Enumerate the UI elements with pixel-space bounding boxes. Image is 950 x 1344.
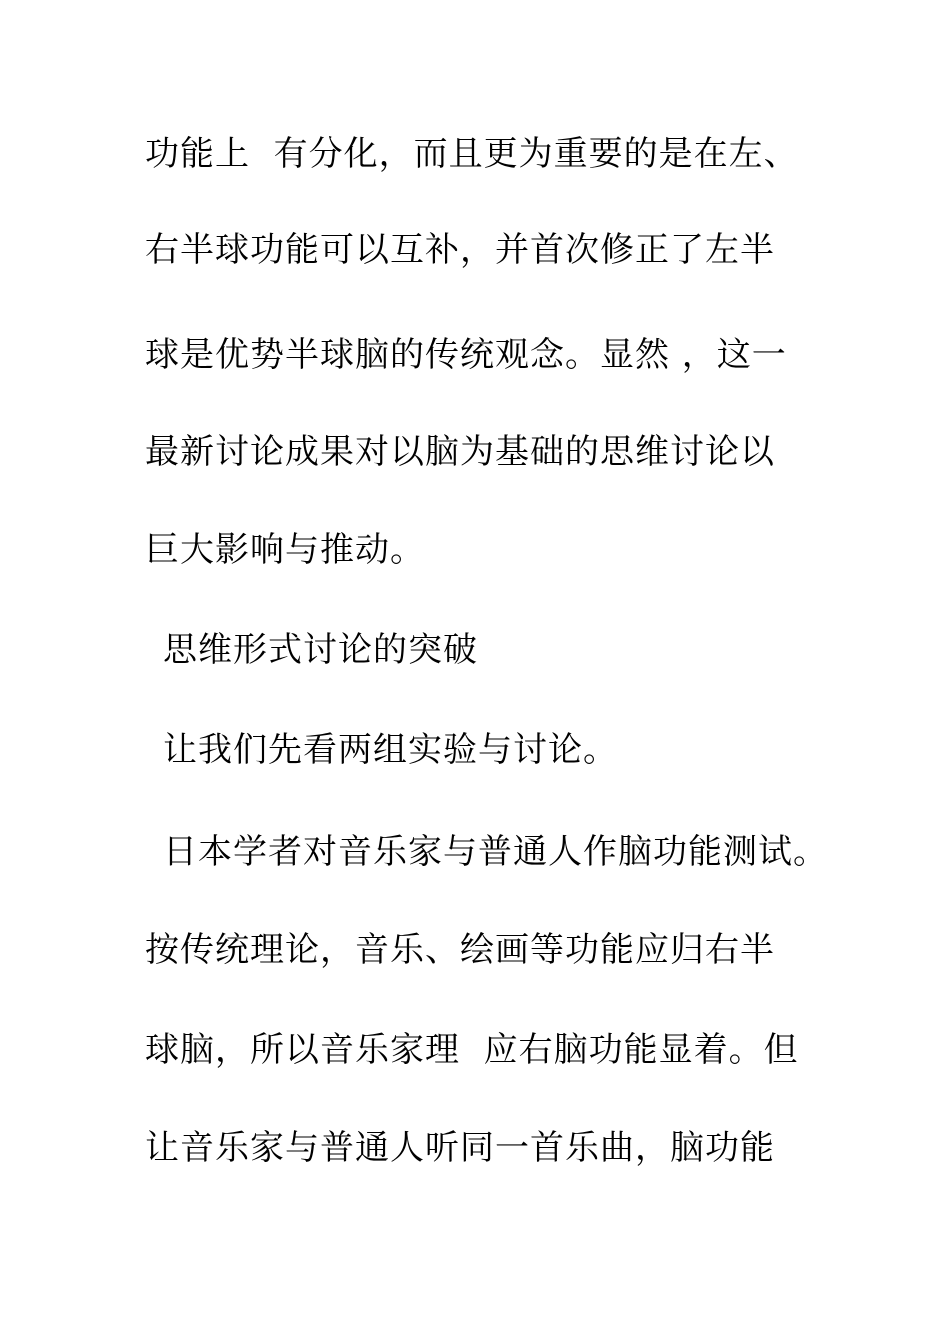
section-heading: 思维形式讨论的突破 [163, 630, 478, 670]
text-line-2: 右半球功能可以互补，并首次修正了左半 [145, 230, 775, 270]
text-line-9: 按传统理论，音乐、绘画等功能应归右半 [145, 930, 775, 970]
text-line-8: 日本学者对音乐家与普通人作脑功能测试。 [163, 832, 828, 872]
text-line-1: 功能上 有分化，而且更为重要的是在左、 [145, 134, 799, 174]
text-line-11: 让音乐家与普通人听同一首乐曲，脑功能 [145, 1128, 775, 1168]
text-line-3: 球是优势半球脑的传统观念。显然 ，这一 [145, 335, 787, 375]
text-line-4: 最新讨论成果对以脑为基础的思维讨论以 [145, 432, 775, 472]
text-line-10: 球脑，所以音乐家理 应右脑功能显着。但 [145, 1030, 799, 1070]
text-line-7: 让我们先看两组实验与讨论。 [163, 730, 618, 770]
text-line-5: 巨大影响与推动。 [145, 530, 425, 570]
